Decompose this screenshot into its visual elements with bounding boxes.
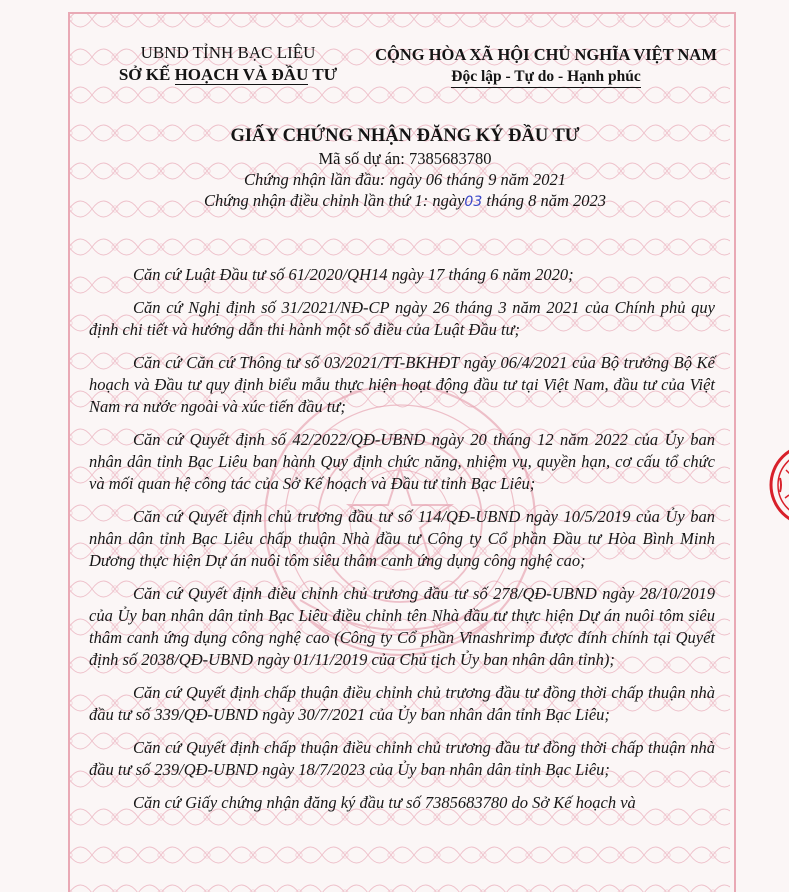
legal-basis-paragraph: Căn cứ Quyết định chủ trương đầu tư số 114/QĐ-UBND ngày 10/5/2019 của Ủy ban nhân dân tỉnh Bạc Liêu chấp thuận Nhà đầu tư Công ty Cổ phần Đầu tư Hòa Bình Minh Dương thực hiện Dự án nuôi tôm siêu thâm canh ứng dụng công nghệ cao; [89, 507, 715, 570]
legal-basis-list [89, 264, 715, 825]
legal-basis-paragraph: Căn cứ Luật Đầu tư số 61/2020/QH14 ngày 17 tháng 6 năm 2020; [133, 265, 574, 284]
adjustment-date [95, 190, 715, 213]
department-underlined: HOẠCH VÀ ĐẦU [174, 65, 309, 84]
legal-basis-paragraph: Căn cứ Quyết định chấp thuận điều chỉnh chủ trương đầu tư đồng thời chấp thuận nhà đầu tư số 239/QĐ-UBND ngày 18/7/2023 của Ủy ban nhân dân tỉnh Bạc Liêu; [89, 738, 715, 779]
department-prefix: SỞ KẾ [118, 65, 175, 84]
adjustment-date-prefix: Chứng nhận điều chỉnh lần thứ 1: ngày [203, 191, 465, 210]
issuing-authority-header [88, 42, 368, 86]
legal-basis-paragraph: Căn cứ Quyết định số 42/2022/QĐ-UBND ngày 20 tháng 12 năm 2022 của Ủy ban nhân dân tỉnh Bạc Liêu ban hành Quy định chức năng, nhiệm vụ, quyền hạn, cơ cấu tổ chức và mối quan hệ công tác của Sở Kế hoạch và Đầu tư tỉnh Bạc Liêu; [89, 430, 715, 493]
legal-basis-paragraph: Căn cứ Quyết định điều chỉnh chủ trương đầu tư số 278/QĐ-UBND ngày 28/10/2019 của Ủy ban nhân dân tỉnh Bạc Liêu điều chỉnh tên Nhà đầu tư thực hiện Dự án nuôi tôm siêu thâm canh ứng dụng công nghệ cao (Công ty Cổ phần Vinashrimp được đính chính tại Quyết định số 2038/QĐ-UBND ngày 01/11/2019 của Chủ tịch Ủy ban nhân dân tỉnh); [89, 584, 715, 669]
national-header [356, 44, 736, 88]
legal-basis-paragraph: Căn cứ Nghị định số 31/2021/NĐ-CP ngày 26 tháng 3 năm 2021 của Chính phủ quy định chi tiết và hướng dẫn thi hành một số điều của Luật Đầu tư; [89, 298, 715, 339]
legal-basis-paragraph: Căn cứ Căn cứ Thông tư số 03/2021/TT-BKHĐT ngày 06/4/2021 của Bộ trưởng Bộ Kế hoạch và Đầu tư quy định biểu mẫu thực hiện hoạt động đầu tư tại Việt Nam, đầu tư của Việt Nam ra nước ngoài và xúc tiến đầu tư; [89, 353, 715, 416]
department-name [88, 64, 368, 86]
department-suffix: TƯ [308, 65, 338, 84]
certificate-title: GIẤY CHỨNG NHẬN ĐĂNG KÝ ĐẦU TƯ [230, 126, 580, 146]
first-issue-date: Chứng nhận lần đầu: ngày 06 tháng 9 năm 2021 [243, 170, 567, 189]
province-committee: UBND TỈNH BẠC LIÊU [140, 43, 316, 62]
red-seal-stamp [766, 440, 789, 530]
adjustment-date-suffix: tháng 8 năm 2023 [482, 191, 606, 210]
national-motto: Độc lập - Tự do - Hạnh phúc [451, 67, 640, 88]
handwritten-day: 03 [464, 194, 483, 210]
project-code: Mã số dự án: 7385683780 [318, 149, 492, 168]
nation-name: CỘNG HÒA XÃ HỘI CHỦ NGHĨA VIỆT NAM [375, 45, 717, 64]
legal-basis-paragraph: Căn cứ Giấy chứng nhận đăng ký đầu tư số 7385683780 do Sở Kế hoạch và [133, 793, 636, 812]
legal-basis-paragraph: Căn cứ Quyết định chấp thuận điều chỉnh chủ trương đầu tư đồng thời chấp thuận nhà đầu tư số 339/QĐ-UBND ngày 30/7/2021 của Ủy ban nhân dân tỉnh Bạc Liêu; [89, 683, 715, 724]
certificate-heading [95, 126, 715, 213]
